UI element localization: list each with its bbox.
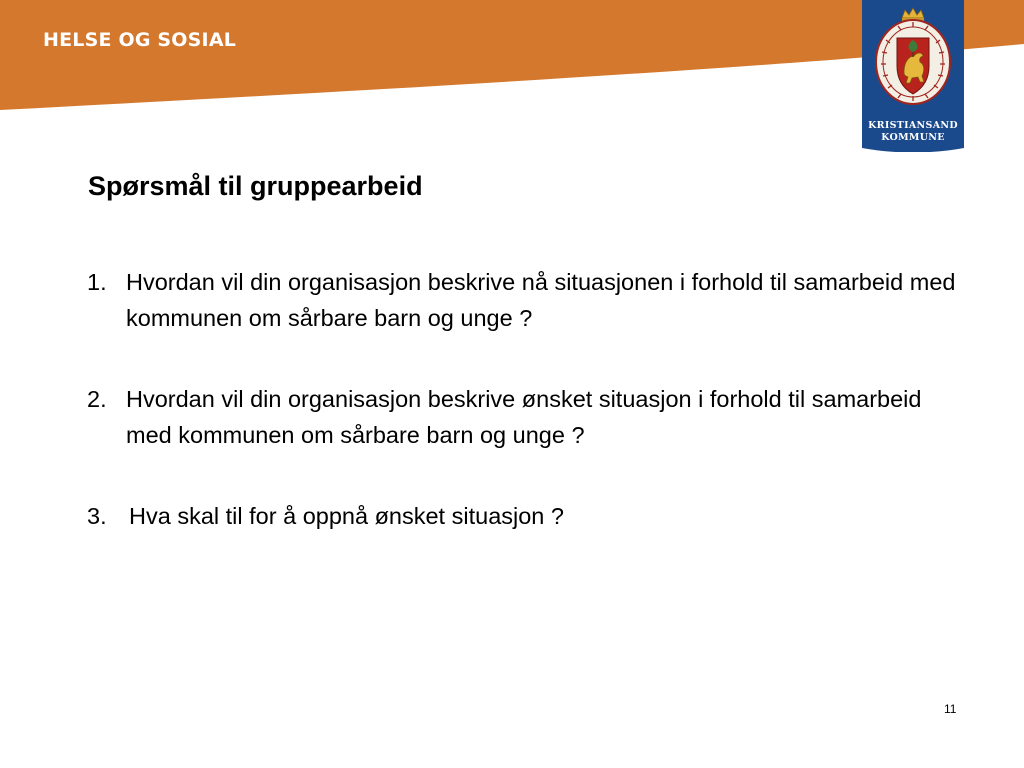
banner-title: HELSE OG SOSIAL (43, 29, 237, 51)
question-item-3 (87, 498, 967, 534)
question-item-1 (87, 264, 967, 336)
slide-heading: Spørsmål til gruppearbeid (88, 171, 423, 201)
question-text: Hvordan vil din organisasjon beskrive ønsket situasjon i forhold til samarbeid med kommunen om sårbare barn og unge ? (126, 386, 922, 448)
crest-label-line2: KOMMUNE (881, 132, 945, 143)
question-number: 1. (87, 269, 107, 295)
question-number: 2. (87, 386, 107, 412)
question-number: 3. (87, 503, 107, 529)
question-list (87, 264, 967, 579)
question-item-2 (87, 381, 967, 453)
page-number: 11 (944, 702, 957, 716)
crest-label-line1: KRISTIANSAND (868, 120, 958, 131)
question-text: Hvordan vil din organisasjon beskrive nå situasjonen i forhold til samarbeid med kommunen om sårbare barn og unge ? (126, 269, 956, 331)
question-text: Hva skal til for å oppnå ønsket situasjon ? (129, 503, 564, 529)
